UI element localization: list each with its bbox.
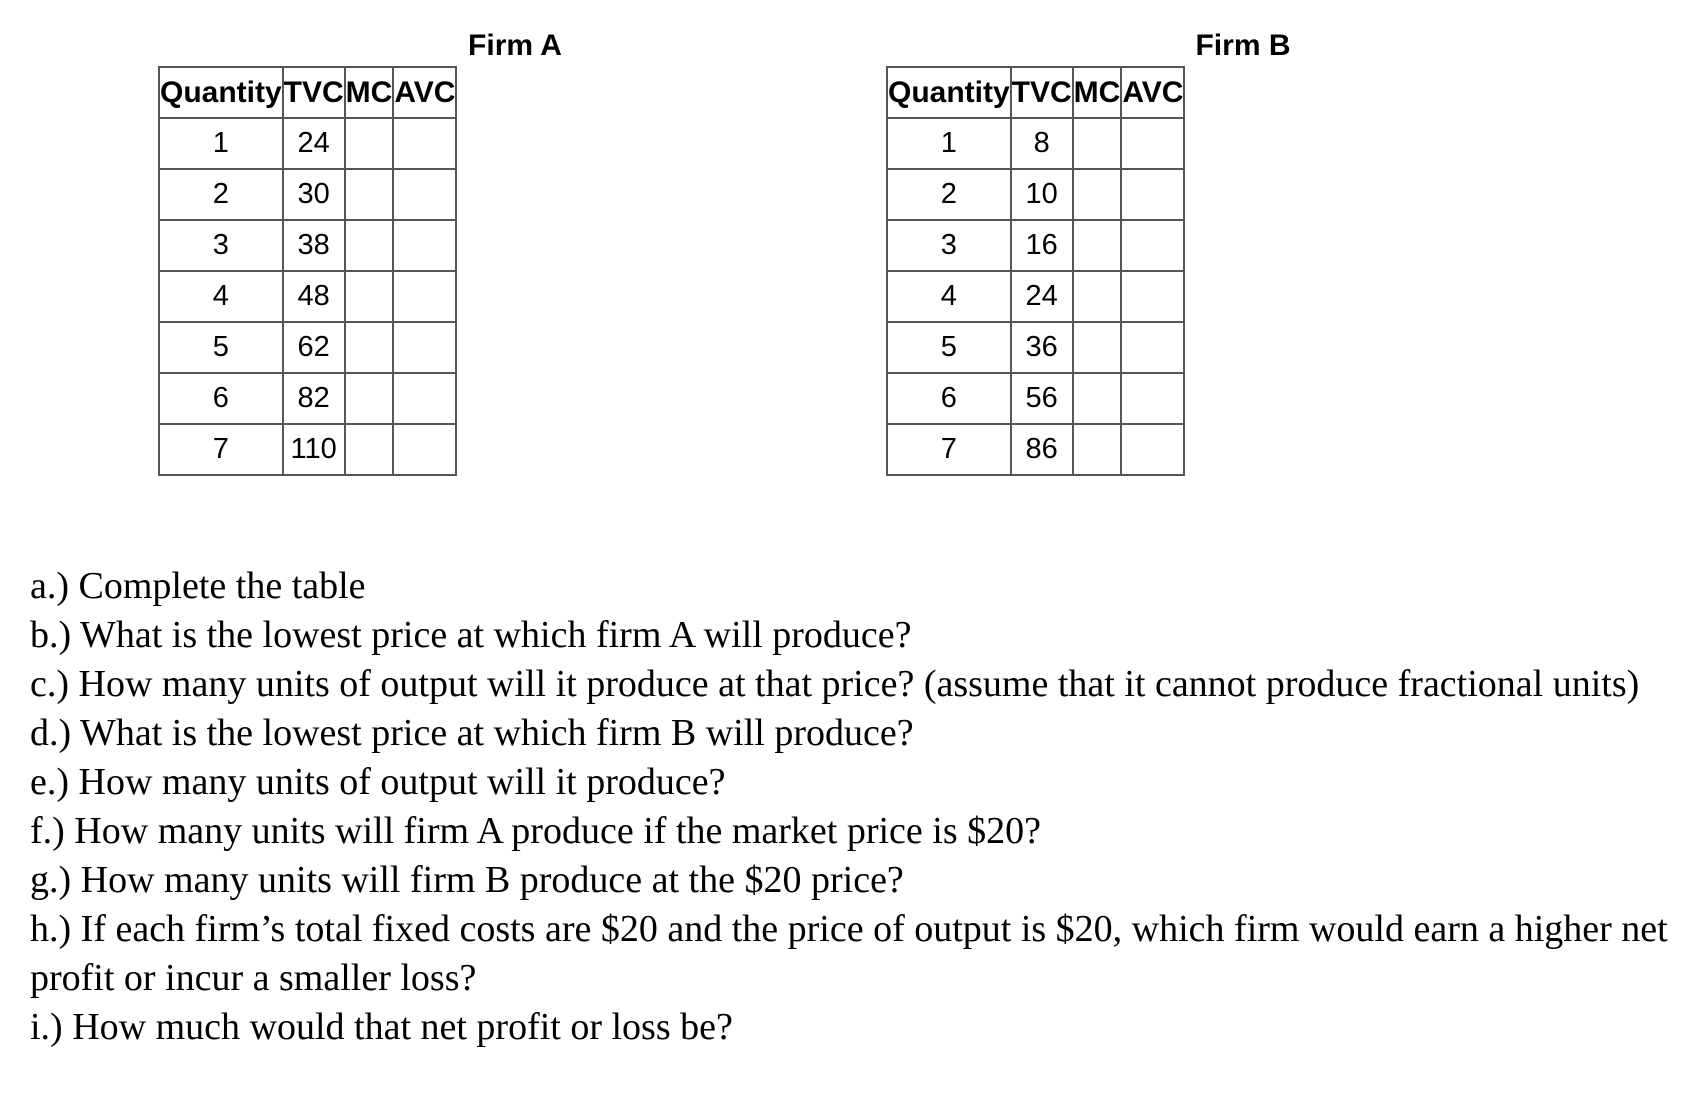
table-row xyxy=(159,424,456,475)
quantity-cell: 4 xyxy=(159,271,283,322)
table-row xyxy=(887,424,1184,475)
tvc-cell: 48 xyxy=(283,271,345,322)
tvc-cell: 56 xyxy=(1011,373,1073,424)
avc-cell xyxy=(1121,118,1184,169)
avc-cell xyxy=(1121,322,1184,373)
table-row xyxy=(887,118,1184,169)
question-list xyxy=(30,562,1690,1052)
question-c: c.) How many units of output will it produce at that price? (assume that it cannot produce fractional units) xyxy=(30,663,1640,705)
quantity-cell: 7 xyxy=(159,424,283,475)
avc-cell xyxy=(393,322,456,373)
tvc-cell: 24 xyxy=(283,118,345,169)
tvc-cell: 38 xyxy=(283,220,345,271)
avc-cell xyxy=(1121,271,1184,322)
header-tvc: TVC xyxy=(283,67,345,118)
quantity-cell: 2 xyxy=(887,169,1011,220)
mc-cell xyxy=(345,322,394,373)
question-f: f.) How many units will firm A produce if the market price is $20? xyxy=(30,810,1041,852)
mc-cell xyxy=(345,424,394,475)
avc-cell xyxy=(393,373,456,424)
tvc-cell: 30 xyxy=(283,169,345,220)
mc-cell xyxy=(1073,373,1122,424)
mc-cell xyxy=(1073,118,1122,169)
tvc-cell: 24 xyxy=(1011,271,1073,322)
quantity-cell: 3 xyxy=(887,220,1011,271)
table-header-row xyxy=(887,67,1184,118)
header-avc: AVC xyxy=(1121,67,1184,118)
question-i: i.) How much would that net profit or loss be? xyxy=(30,1006,733,1048)
mc-cell xyxy=(1073,220,1122,271)
question-h: h.) If each firm’s total fixed costs are $20 and the price of output is $20, which firm would earn a higher net profit or incur a smaller loss? xyxy=(30,908,1668,999)
question-a: a.) Complete the table xyxy=(30,565,366,607)
tvc-cell: 110 xyxy=(283,424,345,475)
mc-cell xyxy=(1073,169,1122,220)
avc-cell xyxy=(1121,373,1184,424)
avc-cell xyxy=(1121,169,1184,220)
avc-cell xyxy=(393,220,456,271)
quantity-cell: 6 xyxy=(887,373,1011,424)
header-quantity: Quantity xyxy=(887,67,1011,118)
quantity-cell: 6 xyxy=(159,373,283,424)
firm-a-title: Firm A xyxy=(468,29,562,62)
mc-cell xyxy=(1073,322,1122,373)
header-mc: MC xyxy=(1073,67,1122,118)
avc-cell xyxy=(393,271,456,322)
header-mc: MC xyxy=(345,67,394,118)
table-row xyxy=(887,169,1184,220)
table-row xyxy=(887,322,1184,373)
table-row xyxy=(887,373,1184,424)
avc-cell xyxy=(393,169,456,220)
table-header-row xyxy=(159,67,456,118)
quantity-cell: 4 xyxy=(887,271,1011,322)
table-row xyxy=(887,220,1184,271)
avc-cell xyxy=(1121,220,1184,271)
mc-cell xyxy=(1073,424,1122,475)
question-d: d.) What is the lowest price at which firm B will produce? xyxy=(30,712,914,754)
tvc-cell: 10 xyxy=(1011,169,1073,220)
table-row xyxy=(159,220,456,271)
question-g: g.) How many units will firm B produce at the $20 price? xyxy=(30,859,904,901)
table-row xyxy=(887,271,1184,322)
table-row xyxy=(159,271,456,322)
quantity-cell: 7 xyxy=(887,424,1011,475)
question-b: b.) What is the lowest price at which firm A will produce? xyxy=(30,614,912,656)
avc-cell xyxy=(1121,424,1184,475)
tvc-cell: 62 xyxy=(283,322,345,373)
header-avc: AVC xyxy=(393,67,456,118)
header-tvc: TVC xyxy=(1011,67,1073,118)
tvc-cell: 82 xyxy=(283,373,345,424)
table-row xyxy=(159,118,456,169)
tvc-cell: 16 xyxy=(1011,220,1073,271)
mc-cell xyxy=(345,169,394,220)
quantity-cell: 3 xyxy=(159,220,283,271)
avc-cell xyxy=(393,118,456,169)
quantity-cell: 1 xyxy=(887,118,1011,169)
quantity-cell: 2 xyxy=(159,169,283,220)
tvc-cell: 8 xyxy=(1011,118,1073,169)
quantity-cell: 1 xyxy=(159,118,283,169)
tvc-cell: 86 xyxy=(1011,424,1073,475)
firm-b-table xyxy=(886,66,1185,476)
mc-cell xyxy=(345,118,394,169)
header-quantity: Quantity xyxy=(159,67,283,118)
table-row xyxy=(159,322,456,373)
mc-cell xyxy=(345,220,394,271)
mc-cell xyxy=(1073,271,1122,322)
table-row xyxy=(159,373,456,424)
tvc-cell: 36 xyxy=(1011,322,1073,373)
mc-cell xyxy=(345,271,394,322)
quantity-cell: 5 xyxy=(887,322,1011,373)
table-row xyxy=(159,169,456,220)
firm-b-title: Firm B xyxy=(1195,29,1291,62)
firm-a-table xyxy=(158,66,457,476)
question-e: e.) How many units of output will it produce? xyxy=(30,761,726,803)
mc-cell xyxy=(345,373,394,424)
quantity-cell: 5 xyxy=(159,322,283,373)
avc-cell xyxy=(393,424,456,475)
